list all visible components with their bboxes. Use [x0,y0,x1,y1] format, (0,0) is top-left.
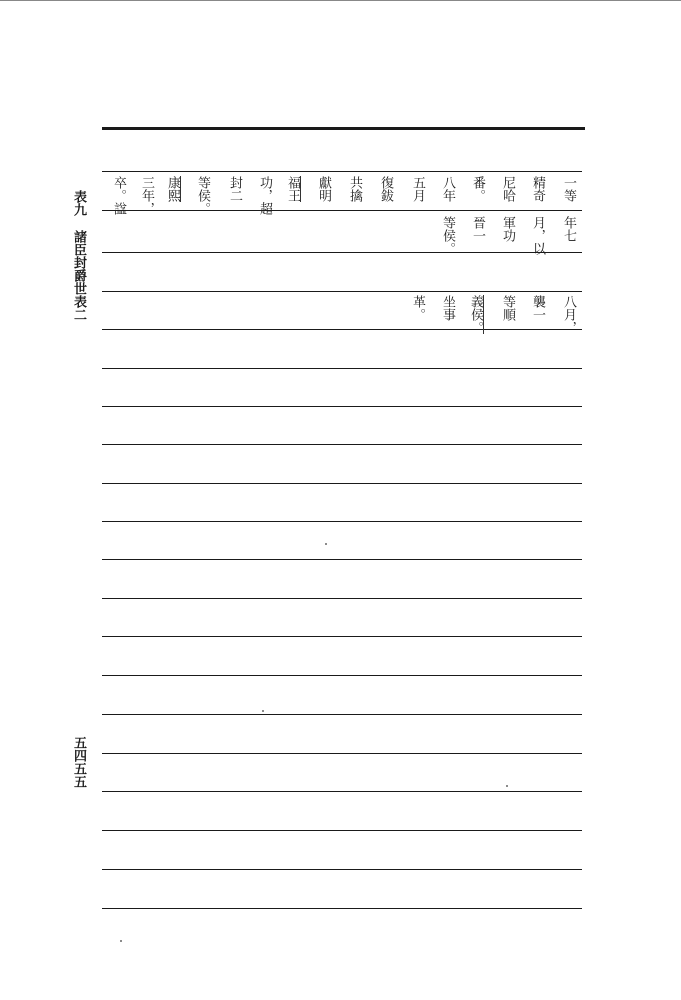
row-divider [102,521,582,522]
table-number: 表九 [71,190,86,216]
row-divider [102,908,582,909]
name-mark-column: 義侯。 [463,295,484,334]
text-column: 卒。諡 [111,176,126,215]
text-column: 共擒 [347,176,362,202]
row-divider [102,406,582,407]
text-column: 復鈸 [378,176,393,202]
row-divider [102,171,582,172]
text-column: 等侯。 [440,216,455,255]
print-speck [506,785,508,787]
text-column: 襲一 [530,295,545,321]
text-column: 軍功 [500,216,515,242]
text-column: 年七 [561,216,576,242]
print-speck [120,940,122,942]
text-column: 番。 [470,176,485,202]
text-column: 一等 [561,176,576,202]
text-column: 尼哈 [500,176,515,202]
row-divider [102,444,582,445]
text-column: 坐事 [440,295,455,321]
text-column: 封二 [227,176,242,202]
text-column: 功，超 [257,176,272,215]
text-column: 精奇 [530,176,545,202]
print-speck [325,543,327,545]
text-column: 八月， [561,295,576,334]
row-divider [102,753,582,754]
row-divider [102,675,582,676]
table-name: 諸臣封爵世表二 [71,230,86,321]
row-divider [102,329,582,330]
table-side-title [70,190,86,321]
row-divider [102,714,582,715]
row-divider [102,368,582,369]
row-divider [102,559,582,560]
name-mark-column: 福王 [280,176,301,202]
row-divider [102,791,582,792]
header-rule [102,127,585,130]
row-divider [102,869,582,870]
text-column: 八年 [440,176,455,202]
row-divider [102,291,582,292]
row-divider [102,598,582,599]
page-top-edge [0,0,681,1]
text-column: 月，以 [530,216,545,255]
row-divider [102,210,582,211]
text-column: 革。 [410,295,425,321]
row-divider [102,636,582,637]
row-divider [102,483,582,484]
text-column: 等侯。 [195,176,210,215]
text-column: 五月 [410,176,425,202]
page-number: 五四五五 [71,736,86,788]
text-column: 等順 [500,295,515,321]
text-column: 獻明 [316,176,331,202]
row-divider [102,252,582,253]
print-speck [262,710,264,712]
name-mark-column: 康熙 [160,176,181,202]
row-divider [102,830,582,831]
text-column: 晉一 [470,216,485,242]
text-column: 三年， [139,176,154,215]
